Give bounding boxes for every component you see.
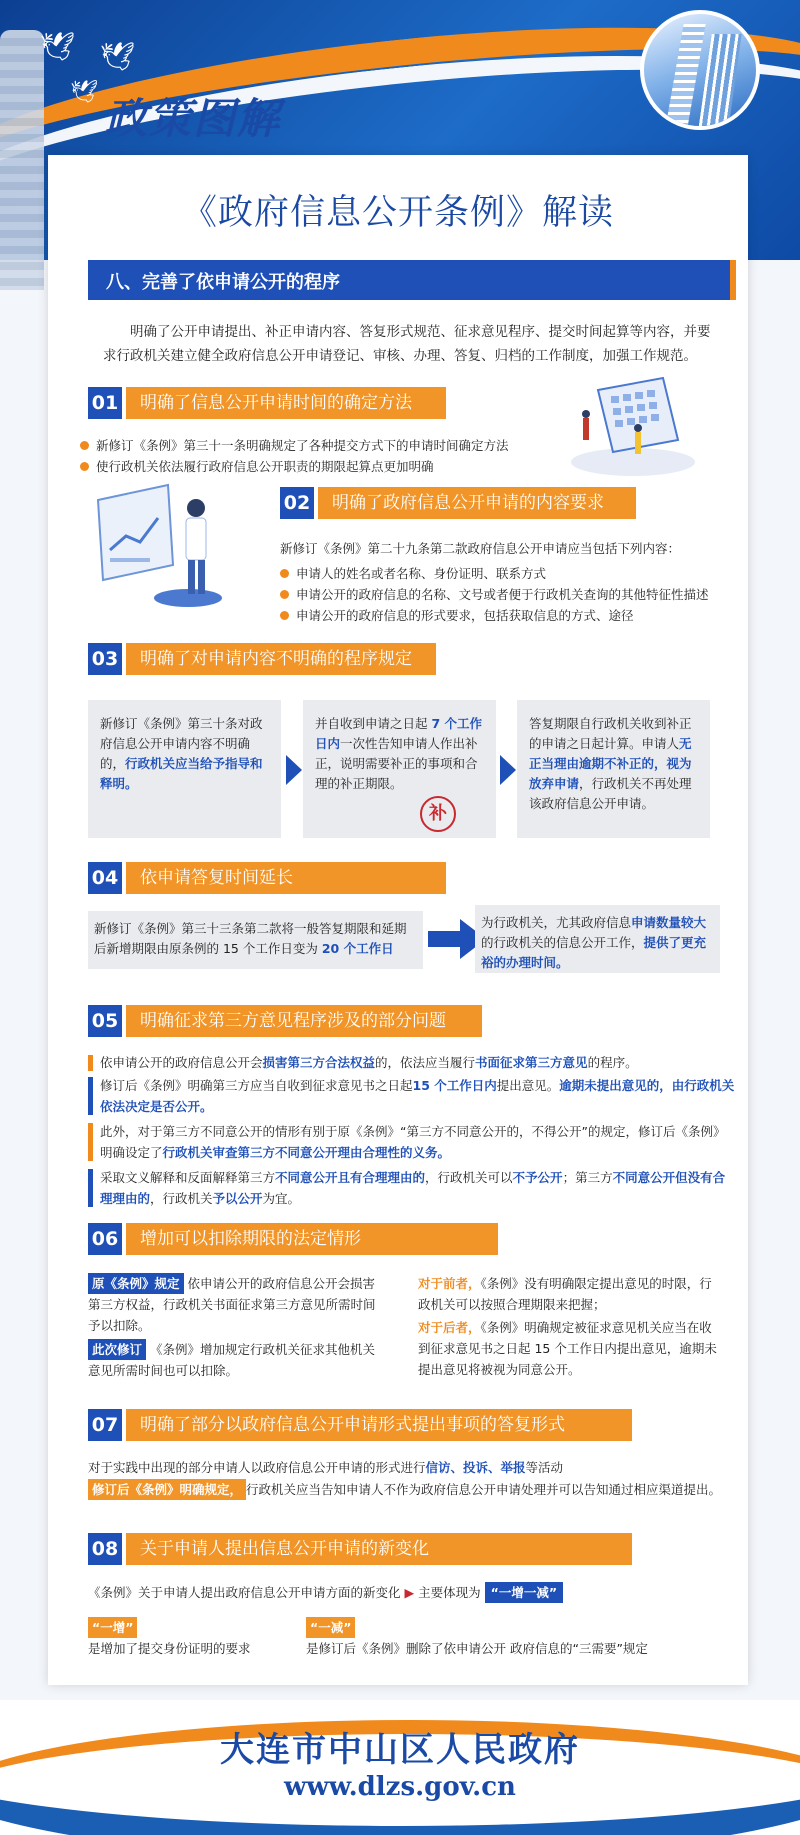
section-04-header: [88, 862, 446, 894]
box-text: 新修订《条例》第三十条对政府信息公开申请内容不明确的，: [100, 716, 263, 771]
increase-decrease-tag: “一增一减”: [485, 1582, 563, 1603]
decrease-item: [306, 1617, 746, 1659]
box-text: 一次性告知申请人作出补正，说明需要补正的事项和合理的补正期限。: [315, 736, 478, 791]
para-text: 依申请公开的政府信息公开会: [100, 1055, 263, 1070]
paragraph-marker: [88, 1169, 93, 1207]
brand-title: 政策图解: [105, 94, 282, 143]
section-heading: 八、完善了依申请公开的程序: [88, 260, 736, 300]
arrow-right-icon: [500, 755, 516, 785]
section-06-left-1: [88, 1273, 378, 1336]
caret-right-icon: ▶: [404, 1585, 415, 1600]
section-number: 03: [88, 643, 122, 675]
section-06-header: [88, 1223, 498, 1255]
para-text: 为宜。: [262, 1191, 301, 1206]
section-06-right-1: [418, 1273, 723, 1315]
box-highlight: 无正当理由逾期不补正的，视为放弃申请: [529, 736, 692, 791]
para-highlight: 信访、投诉、举报: [425, 1460, 526, 1475]
para-text: 依申请公开的政府信息公开会损害第三方权益，行政机关书面征求第三方意见所需时间予以扣除。: [88, 1276, 376, 1333]
para-text: 《条例》增加规定行政机关征求其他机关意见所需时间也可以扣除。: [88, 1342, 376, 1378]
para-text: 《条例》没有明确限定提出意见的时限，行政机关可以按照合理期限来把握；: [418, 1276, 712, 1312]
para-highlight: 予以公开: [212, 1191, 263, 1206]
para-highlight: 不同意公开但没有合理理由的: [100, 1170, 726, 1206]
section-02-lead: 新修订《条例》第二十九条第二款政府信息公开申请应当包括下列内容：: [280, 541, 681, 556]
section-number: 02: [280, 487, 314, 519]
increase-tag: “一增”: [88, 1617, 137, 1638]
original-rule-tag: 原《条例》规定: [88, 1273, 184, 1294]
revision-tag: 此次修订: [88, 1339, 146, 1360]
box-text: 的行政机关的信息公开工作，: [481, 935, 644, 950]
increase-item: [88, 1617, 338, 1659]
procedure-box-3: [517, 700, 710, 838]
extension-benefit-box: [475, 905, 720, 973]
para-text: 是修订后《条例》删除了依申请公开 政府信息的“三需要”规定: [306, 1641, 648, 1656]
analyst-illustration: [88, 480, 248, 615]
section-07-header: [88, 1409, 632, 1441]
box-text: 并自收到申请之日起: [315, 716, 428, 731]
section-05-paragraph-1: [100, 1052, 736, 1073]
former-label: 对于前者，: [418, 1276, 481, 1291]
box-text: 答复期限自行政机关收到补正的申请之日起计算。申请人: [529, 716, 692, 751]
para-text: 修订后《条例》明确第三方应当自收到征求意见书之日起: [100, 1078, 413, 1093]
paragraph-marker: [88, 1123, 93, 1161]
section-number: 04: [88, 862, 122, 894]
para-text: 提出意见。: [496, 1078, 560, 1093]
supplement-stamp-icon: 补: [420, 796, 456, 832]
section-05-paragraph-2: [100, 1075, 736, 1117]
arrow-right-icon: [286, 755, 302, 785]
footer-organization: 大连市中山区人民政府: [220, 1730, 580, 1770]
section-06-right-2: [418, 1317, 723, 1380]
huabiao-pillar-decoration: [0, 30, 44, 290]
section-05-paragraph-3: [100, 1121, 736, 1163]
para-text: ；第三方: [562, 1170, 613, 1185]
section-02-header: [280, 487, 636, 519]
para-text: 《条例》明确规定被征求意见机关应当在收到征求意见书之日起 15 个工作日内提出意见，逾期未提出意见将被视为同意公开。: [418, 1320, 717, 1377]
section-08-lead: [88, 1582, 738, 1603]
para-text: 《条例》关于申请人提出政府信息公开申请方面的新变化: [88, 1585, 401, 1600]
section-06-left-2: [88, 1339, 378, 1381]
para-highlight: 15 个工作日内: [412, 1078, 497, 1093]
content-card: [48, 155, 748, 1685]
section-title: 明确了政府信息公开申请的内容要求: [318, 487, 636, 519]
section-title: 明确了对申请内容不明确的程序规定: [126, 643, 436, 675]
para-highlight: 书面征求第三方意见: [475, 1055, 588, 1070]
section-03-header: [88, 643, 436, 675]
section-05-paragraph-4: [100, 1167, 736, 1209]
section-title: 明确了部分以政府信息公开申请形式提出事项的答复形式: [126, 1409, 632, 1441]
section-02-bullets: [280, 563, 740, 626]
box-text: ，行政机关不再处理该政府信息公开申请。: [529, 776, 692, 811]
para-highlight: 行政机关审查第三方不同意公开理由合理性的义务。: [162, 1145, 451, 1160]
para-text: ，行政机关: [150, 1191, 213, 1206]
para-text: 是增加了提交身份证明的要求: [88, 1641, 251, 1656]
section-number: 08: [88, 1533, 122, 1565]
section-title: 依申请答复时间延长: [126, 862, 446, 894]
section-number: 06: [88, 1223, 122, 1255]
list-item: 申请人的姓名或者名称、身份证明、联系方式: [280, 563, 740, 584]
section-number: 01: [88, 387, 122, 419]
list-item: 申请公开的政府信息的名称、文号或者便于行政机关查询的其他特征性描述: [280, 584, 740, 605]
section-07-line-2: [88, 1479, 733, 1500]
para-text: 对于实践中出现的部分申请人以政府信息公开申请的形式进行: [88, 1460, 426, 1475]
box-highlight: 提供了更充裕的办理时间。: [481, 935, 707, 970]
para-text: 主要体现为: [418, 1585, 481, 1600]
section-title: 明确征求第三方意见程序涉及的部分问题: [126, 1005, 482, 1037]
section-08-header: [88, 1533, 632, 1565]
box-highlight: 20 个工作日: [321, 941, 394, 956]
section-title: 关于申请人提出信息公开申请的新变化: [126, 1533, 632, 1565]
latter-label: 对于后者，: [418, 1320, 481, 1335]
section-title: 明确了信息公开申请时间的确定方法: [126, 387, 446, 419]
para-text: 等活动: [525, 1460, 564, 1475]
para-text: 的程序。: [587, 1055, 638, 1070]
para-text: 此外，对于第三方不同意公开的情形有别于原《条例》“第三方不同意公开的，不得公开”的规定，修订后《条例》明确设定了: [100, 1124, 726, 1160]
para-highlight: 不同意公开且有合理理由的: [275, 1170, 426, 1185]
list-item: 使行政机关依法履行政府信息公开职责的期限起算点更加明确: [80, 456, 560, 477]
paragraph-marker: [88, 1077, 93, 1115]
section-title: 增加可以扣除期限的法定情形: [126, 1223, 498, 1255]
calendar-people-illustration: [553, 370, 703, 480]
intro-paragraph: 明确了公开申请提出、补正申请内容、答复形式规范、征求意见程序、提交时间起算等内容，并要求行政机关建立健全政府信息公开申请登记、审核、办理、答复、归档的工作制度，加强工作规范。: [103, 324, 711, 364]
para-text: ，行政机关可以: [425, 1170, 513, 1185]
section-07-line-1: [88, 1457, 728, 1478]
section-05-header: [88, 1005, 482, 1037]
para-highlight: 逾期未提出意见的，由行政机关依法决定是否公开。: [100, 1078, 735, 1114]
building-photo-circle: [640, 10, 760, 130]
dove-icon: 🕊: [70, 80, 98, 105]
box-highlight: 7 个工作日内: [315, 716, 483, 751]
para-text: 采取文义解释和反面解释第三方: [100, 1170, 276, 1185]
paragraph-marker: [88, 1055, 93, 1071]
extension-rule-box: [88, 911, 423, 969]
section-01-bullets: [80, 435, 560, 477]
list-item: 新修订《条例》第三十一条明确规定了各种提交方式下的申请时间确定方法: [80, 435, 560, 456]
procedure-box-2: [303, 700, 496, 838]
page-title: 《政府信息公开条例》解读: [181, 193, 614, 233]
dove-icon: 🕊: [40, 30, 76, 63]
section-number: 07: [88, 1409, 122, 1441]
box-highlight: 申请数量较大: [631, 915, 707, 930]
para-text: 的，依法应当履行: [375, 1055, 476, 1070]
box-highlight: 行政机关应当给予指导和释明。: [100, 756, 263, 791]
decrease-tag: “一减”: [306, 1617, 355, 1638]
section-number: 05: [88, 1005, 122, 1037]
box-text: 新修订《条例》第三十三条第二款将一般答复期限和延期后新增期限由原条例的 15 个工作日变为: [94, 921, 407, 956]
revised-rule-tag: 修订后《条例》明确规定，: [88, 1479, 246, 1500]
section-01-header: [88, 387, 446, 419]
para-highlight: 不予公开: [512, 1170, 563, 1185]
list-item: 申请公开的政府信息的形式要求，包括获取信息的方式、途径: [280, 605, 740, 626]
para-highlight: 损害第三方合法权益: [262, 1055, 376, 1070]
dove-icon: 🕊: [100, 40, 136, 73]
footer-website-link[interactable]: www.dlzs.gov.cn: [284, 1772, 516, 1802]
para-text: 行政机关应当告知申请人不作为政府信息公开申请处理并可以告知通过相应渠道提出。: [246, 1482, 722, 1497]
procedure-box-1: [88, 700, 281, 838]
box-text: 为行政机关，尤其政府信息: [481, 915, 632, 930]
